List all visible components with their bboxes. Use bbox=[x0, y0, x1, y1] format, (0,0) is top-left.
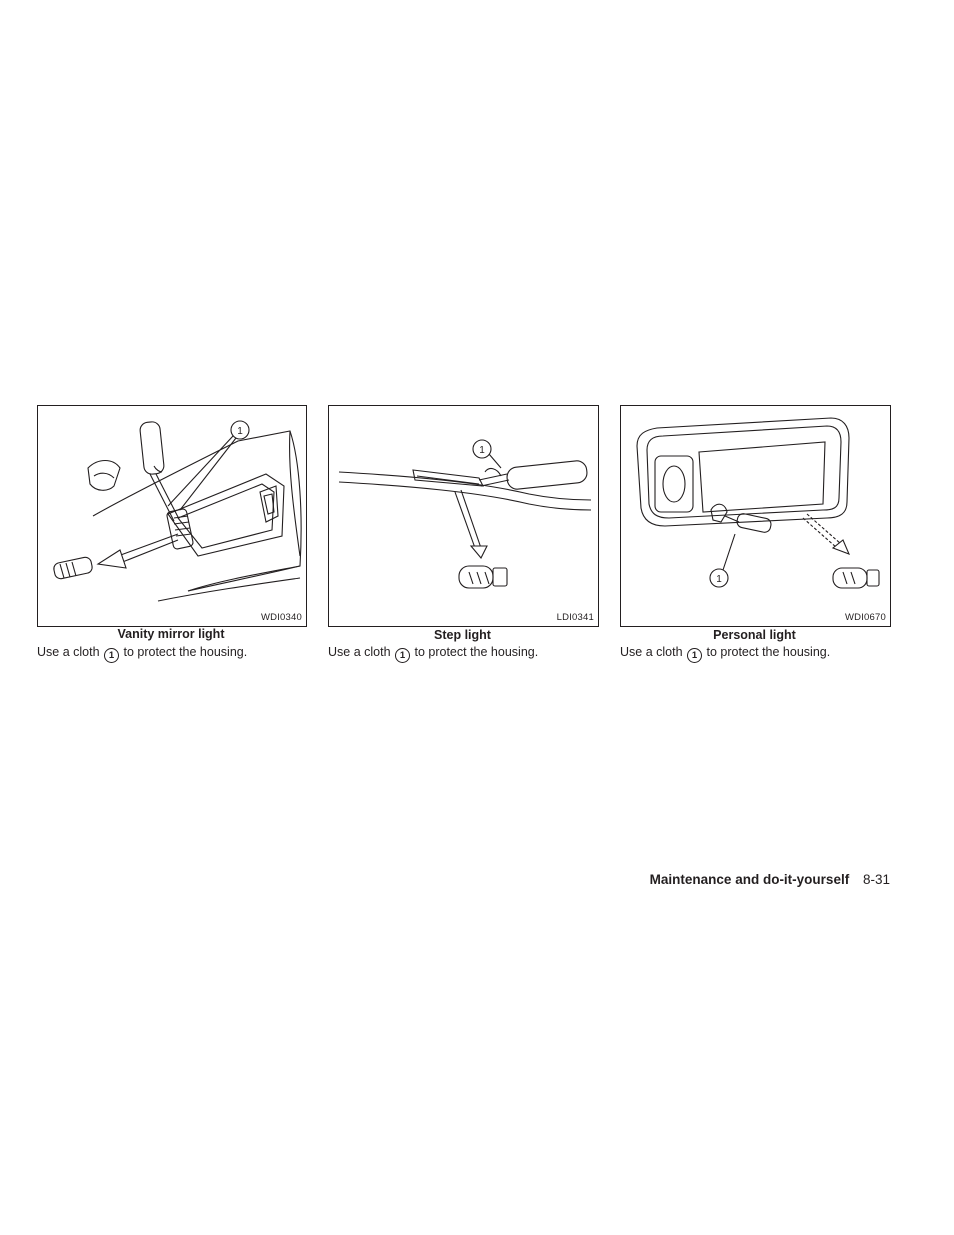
callout-ref-icon: 1 bbox=[687, 648, 702, 663]
caption-step-light: Step light bbox=[434, 628, 491, 642]
callout-ref-icon: 1 bbox=[104, 648, 119, 663]
footer-section-title: Maintenance and do-it-yourself bbox=[649, 872, 850, 887]
instruction-text-after: to protect the housing. bbox=[123, 645, 248, 659]
figure-step-light bbox=[328, 405, 599, 627]
instruction-personal-light bbox=[620, 645, 830, 663]
callout-1-icon: 1 bbox=[237, 426, 243, 437]
instruction-step-light bbox=[328, 645, 538, 663]
callout-1-icon: 1 bbox=[479, 445, 485, 456]
callout-1-icon: 1 bbox=[716, 574, 722, 585]
figure-code: LDI0341 bbox=[556, 612, 594, 623]
page-footer bbox=[650, 872, 890, 887]
caption-personal-light: Personal light bbox=[713, 628, 796, 642]
instruction-vanity-mirror bbox=[37, 645, 247, 663]
figure-code: WDI0340 bbox=[260, 612, 302, 623]
step-light-illustration bbox=[329, 406, 598, 626]
figure-vanity-mirror-light bbox=[37, 405, 307, 627]
instruction-text-after: to protect the housing. bbox=[706, 645, 831, 659]
caption-vanity-mirror-light: Vanity mirror light bbox=[117, 627, 225, 641]
page-number: 8-31 bbox=[862, 872, 890, 887]
figure-personal-light bbox=[620, 405, 891, 627]
instruction-text-before: Use a cloth bbox=[328, 645, 391, 659]
instruction-text-after: to protect the housing. bbox=[414, 645, 539, 659]
vanity-mirror-illustration bbox=[38, 406, 306, 626]
instruction-text-before: Use a cloth bbox=[620, 645, 683, 659]
instruction-text-before: Use a cloth bbox=[37, 645, 100, 659]
figure-code: WDI0670 bbox=[844, 612, 886, 623]
personal-light-illustration bbox=[621, 406, 890, 626]
callout-ref-icon: 1 bbox=[395, 648, 410, 663]
